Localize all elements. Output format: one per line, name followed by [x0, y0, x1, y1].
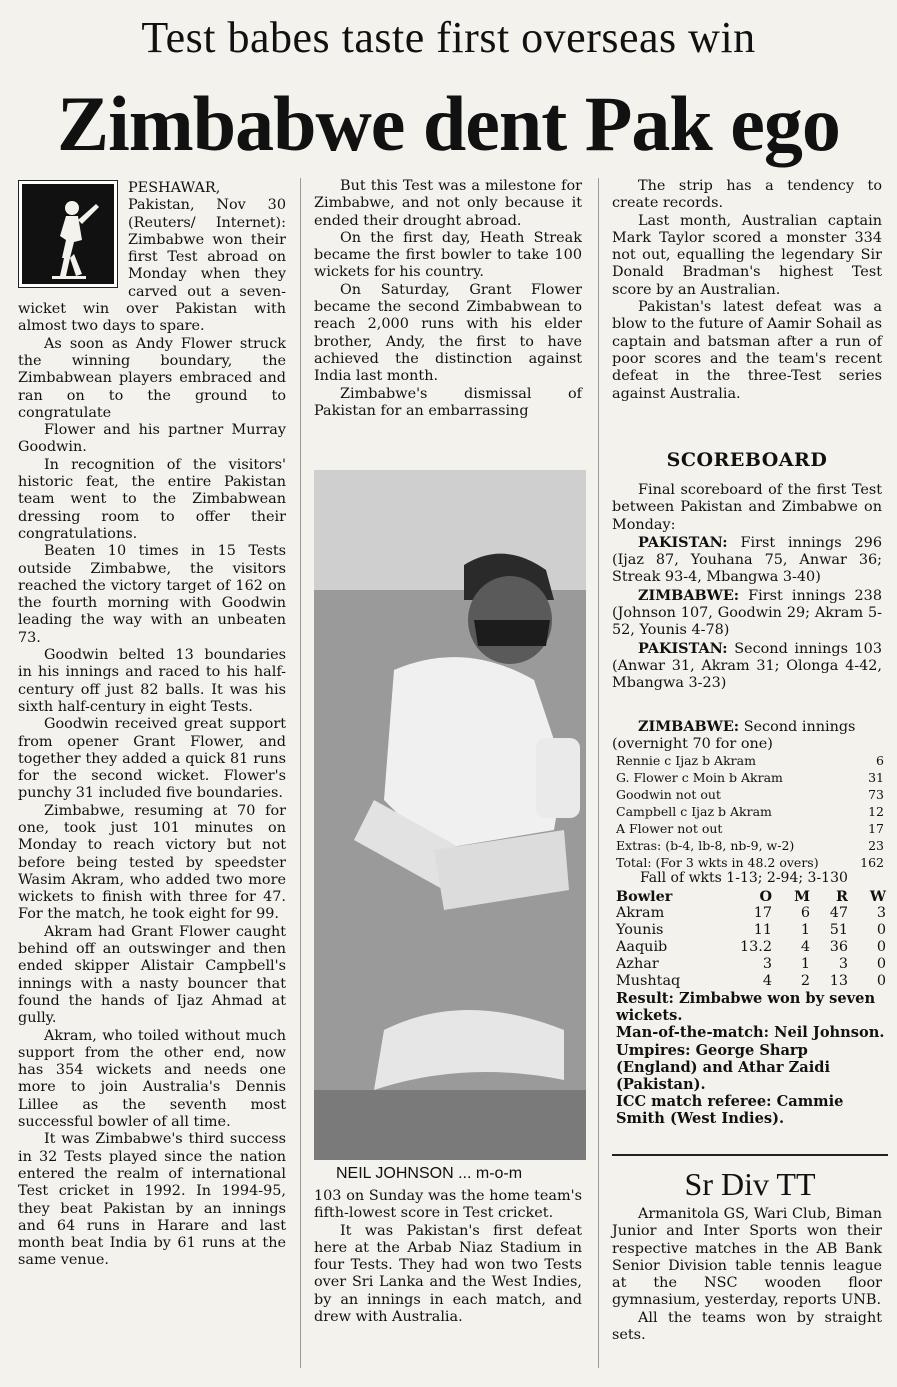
main-headline: Zimbabwe dent Pak ego: [57, 80, 840, 167]
bowling-cell: 51: [829, 922, 848, 938]
article-column-3: [612, 178, 882, 403]
batsman-runs: 12: [868, 804, 884, 819]
match-referee: ICC match referee: Cammie Smith (West Indies).: [616, 1093, 844, 1128]
umpires: Umpires: George Sharp (England) and Athar Zaidi (Pakistan).: [616, 1041, 831, 1094]
scoreboard-intro-block: [612, 482, 882, 693]
article-column-1: [18, 180, 286, 1270]
batting-row: [616, 820, 884, 837]
bowling-cell: 11: [753, 922, 772, 938]
article-paragraph: Zimbabwe, resuming at 70 for one, took just 101 minutes on Monday to reach victory but not before being tested by speedster Wasim Akram, who added two more wickets to finish with three for 47. For the match, he took eight for 99.: [18, 802, 286, 923]
innings-summary: [612, 718, 884, 754]
photo-caption: NEIL JOHNSON ... m-o-m: [336, 1165, 523, 1182]
innings-team: PAKISTAN:: [638, 639, 728, 657]
bowling-header-cell: O: [759, 888, 772, 905]
bowler-name: Mushtaq: [616, 973, 681, 989]
innings-team: ZIMBABWE:: [638, 718, 740, 735]
bowling-cell: 4: [800, 939, 810, 955]
article-paragraph: On Saturday, Grant Flower became the second Zimbabwean to reach 2,000 runs with his elder brother, Andy, the first to have achieved the distinction against India last month.: [314, 281, 582, 385]
innings-text: First innings 238 (Johnson 107, Goodwin 29; Akram 5-52, Younis 4-78): [612, 587, 882, 639]
article-paragraph: In recognition of the visitors' historic feat, the entire Pakistan team went to the Zimbabwean dressing room to offer their congratulations.: [18, 456, 286, 542]
bowling-cell: 3: [762, 956, 772, 972]
srdiv-heading: Sr Div TT: [684, 1166, 816, 1202]
article-paragraph: It was Zimbabwe's third success in 32 Tests played since the nation entered the realm of international Test cricket in 1992. In 1994-95, they beat Pakistan by an innings and 64 runs in Harare and last month beat India by 61 runs at the same venue.: [18, 1131, 286, 1269]
column-rule-left: [300, 178, 301, 1368]
bowling-cell: 3: [838, 956, 848, 972]
article-paragraph: Akram, who toiled without much support from the other end, now has 354 wickets and needs one more to join Australia's Dennis Lillee as the seventh most successful bowler of all time.: [18, 1027, 286, 1131]
article-paragraph: 103 on Sunday was the home team's fifth-lowest score in Test cricket.: [314, 1188, 582, 1222]
srdiv-article: [612, 1206, 882, 1344]
bowling-cell: 13.2: [739, 939, 772, 955]
batting-row: [616, 803, 884, 820]
innings-text: First innings 296 (Ijaz 87, Youhana 75, Anwar 36; Streak 93-4, Mbangwa 3-40): [612, 534, 882, 586]
batsman-name: A Flower not out: [616, 821, 723, 836]
article-paragraph: PESHAWAR, Pakistan, Nov 30 (Reuters/ Internet): Zimbabwe won their first Test abroad on Monday when they carved out a seven-wicket win over Pakistan with almost two days to spare.: [18, 180, 286, 335]
zimbabwe-second-innings-header: [612, 718, 884, 754]
batsman-runs: 73: [868, 787, 884, 802]
bowling-header-cell: R: [836, 888, 848, 905]
bowler-name: Akram: [616, 905, 665, 921]
bowling-cell: 0: [876, 956, 886, 972]
bowling-row: [616, 939, 886, 956]
scoreboard-intro: Final scoreboard of the first Test between Pakistan and Zimbabwe on Monday:: [612, 482, 882, 533]
article-paragraph: On the first day, Heath Streak became the first bowler to take 100 wickets for his country.: [314, 229, 582, 281]
bowling-cell: 6: [800, 905, 810, 921]
batsman-name: G. Flower c Moin b Akram: [616, 770, 783, 785]
bowling-header-cell: M: [794, 888, 810, 905]
bowling-cell: 0: [876, 973, 886, 989]
batsman-runs: 6: [876, 753, 884, 768]
batsman-runs: 17: [868, 821, 884, 836]
bowling-cell: 4: [762, 973, 772, 989]
bowling-cell: 0: [876, 922, 886, 938]
article-paragraph: Armanitola GS, Wari Club, Biman Junior and Inter Sports won their respective matches in the AB Bank Senior Division table tennis league at the NSC wooden floor gymnasium, yesterday, reports UNB.: [612, 1206, 882, 1309]
batting-card: [616, 752, 884, 871]
neil-johnson-photo: [314, 470, 586, 1160]
article-paragraph: Beaten 10 times in 15 Tests outside Zimbabwe, the visitors reached the victory target of 162 on the fourth morning with Goodwin leading the way with an unbeaten 73.: [18, 543, 286, 646]
bowler-name: Aaquib: [616, 939, 668, 955]
bowling-cell: 3: [876, 905, 886, 921]
match-result: Result: Zimbabwe won by seven wickets.: [616, 990, 876, 1025]
batsman-name: Extras: (b-4, lb-8, nb-9, w-2): [616, 838, 795, 853]
bowling-cell: 13: [829, 973, 848, 989]
innings-summary: [612, 534, 882, 587]
batting-row: [616, 786, 884, 803]
article-paragraph: Goodwin belted 13 boundaries in his innings and raced to his half-century off just 82 balls. It was his sixth half-century in eight Tests.: [18, 647, 286, 715]
bowling-cell: 17: [753, 905, 772, 921]
bowling-row: [616, 973, 886, 990]
batting-row: [616, 837, 884, 854]
bowling-cell: 36: [829, 939, 848, 955]
bowling-cell: 47: [829, 905, 848, 921]
article-paragraph: Goodwin received great support from opener Grant Flower, and together they added a quick 81 runs for the second wicket. Flower's punchy 31 included five boundaries.: [18, 716, 286, 802]
innings-text: Second innings (overnight 70 for one): [612, 719, 856, 753]
article-paragraph: As soon as Andy Flower struck the winning boundary, the Zimbabwean players embraced and ran on to the ground to congratulate: [18, 335, 286, 421]
innings-summary: [612, 587, 882, 640]
match-result-block: [616, 990, 886, 1128]
innings-text: Second innings 103 (Anwar 31, Akram 31; Olonga 4-42, Mbangwa 3-23): [612, 640, 882, 692]
batsman-runs: 31: [868, 770, 884, 785]
article-paragraph: Pakistan's latest defeat was a blow to the future of Aamir Sohail as captain and batsman after a run of poor scores and the team's recent defeat in the three-Test series against Australia.: [612, 299, 882, 402]
bowling-cell: 1: [800, 956, 810, 972]
bowling-header-cell: Bowler: [616, 888, 673, 905]
bowling-row: [616, 905, 886, 922]
article-paragraph: It was Pakistan's first defeat here at the Arbab Niaz Stadium in four Tests. They had won two Tests over Sri Lanka and the West Indies, by an innings in each match, and drew with Australia.: [314, 1222, 582, 1326]
total-runs: 162: [860, 855, 884, 870]
column-rule-right: [598, 178, 599, 1368]
batsman-name: Campbell c Ijaz b Akram: [616, 804, 772, 819]
article-paragraph: All the teams won by straight sets.: [612, 1309, 882, 1344]
man-of-the-match: Man-of-the-match: Neil Johnson.: [616, 1024, 885, 1042]
bowling-cell: 1: [800, 922, 810, 938]
batting-row: [616, 769, 884, 786]
cricket-batsman-logo-icon: [18, 180, 118, 288]
bowling-row: [616, 922, 886, 939]
bowling-cell: 2: [800, 973, 810, 989]
bowler-name: Younis: [616, 922, 664, 938]
batsman-name: Goodwin not out: [616, 787, 721, 802]
batsman-name: Rennie c Ijaz b Akram: [616, 753, 756, 768]
article-column-2: [314, 178, 582, 420]
article-column-2-continued: [314, 1188, 582, 1326]
scoreboard-heading: SCOREBOARD: [666, 449, 828, 471]
section-divider: [612, 1154, 888, 1156]
bowling-row: [616, 956, 886, 973]
bowling-header-row: [616, 888, 886, 905]
article-paragraph: But this Test was a milestone for Zimbabwe, and not only because it ended their drought abroad.: [314, 178, 582, 229]
bowling-table: [616, 888, 886, 990]
bowler-name: Azhar: [616, 956, 659, 972]
bowling-cell: 0: [876, 939, 886, 955]
batting-total-row: [616, 854, 884, 871]
innings-team: ZIMBABWE:: [638, 586, 740, 604]
batting-row: [616, 752, 884, 769]
article-paragraph: The strip has a tendency to create records.: [612, 178, 882, 212]
fall-of-wickets: Fall of wkts 1-13; 2-94; 3-130: [640, 870, 848, 886]
total-label: Total: (For 3 wkts in 48.2 overs): [616, 855, 819, 870]
article-paragraph: Zimbabwe's dismissal of Pakistan for an embarrassing: [314, 385, 582, 419]
innings-team: PAKISTAN:: [638, 533, 728, 551]
batsman-runs: 23: [868, 838, 884, 853]
article-paragraph: Akram had Grant Flower caught behind off an outswinger and then ended skipper Alistair Campbell's innings with a nasty bouncer that found the hands of Ijaz Ahmad at gully.: [18, 923, 286, 1027]
innings-summary: [612, 640, 882, 693]
bowling-header-cell: W: [869, 888, 886, 905]
kicker-headline: Test babes taste first overseas win: [141, 13, 756, 62]
article-paragraph: Flower and his partner Murray Goodwin.: [18, 422, 286, 456]
article-paragraph: Last month, Australian captain Mark Taylor scored a monster 334 not out, equalling the legendary Sir Donald Bradman's highest Test score by an Australian.: [612, 212, 882, 298]
